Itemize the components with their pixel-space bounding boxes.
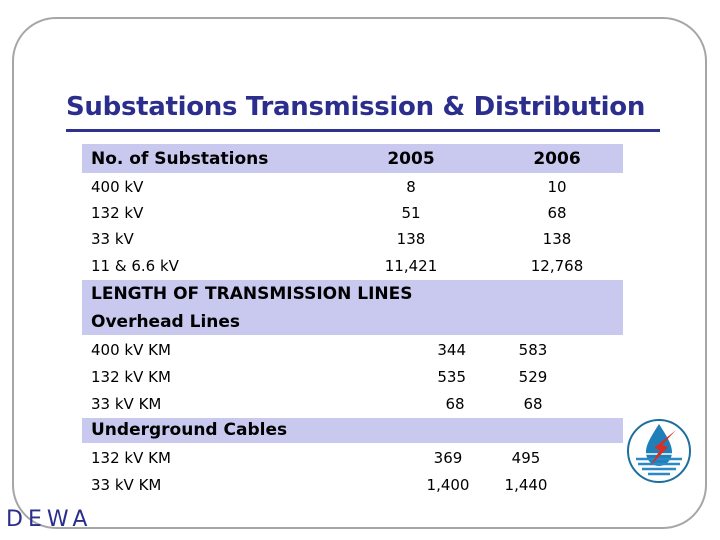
- underground-row-2005: 1,400: [426, 476, 470, 494]
- substation-row-2005: 51: [401, 204, 421, 222]
- overhead-row-2005: 344: [437, 341, 466, 359]
- title-underline: [66, 129, 660, 132]
- overhead-row-label: 400 kV KM: [91, 341, 171, 359]
- substations-header: No. of Substations: [91, 149, 269, 169]
- underground-row-2006: 1,440: [504, 476, 548, 494]
- substation-row-label: 11 & 6.6 kV: [91, 257, 179, 275]
- substation-row-2006: 10: [547, 178, 567, 196]
- year-2006-header: 2006: [533, 149, 581, 169]
- underground-row-2006: 495: [511, 449, 541, 467]
- page-title: Substations Transmission & Distribution: [66, 92, 646, 122]
- substation-row-label: 132 kV: [91, 204, 144, 222]
- underground-row-2005: 369: [433, 449, 463, 467]
- dewa-logo-icon: [626, 418, 692, 488]
- substation-row-2005: 11,421: [384, 257, 438, 275]
- substation-row-2005: 8: [406, 178, 416, 196]
- overhead-header: Overhead Lines: [91, 312, 241, 332]
- overhead-row-label: 33 kV KM: [91, 395, 162, 413]
- overhead-row-2005: 535: [437, 368, 466, 386]
- overhead-row-2006: 529: [518, 368, 548, 386]
- substation-row-label: 33 kV: [91, 230, 134, 248]
- substation-row-2006: 12,768: [530, 257, 584, 275]
- underground-row-label: 33 kV KM: [91, 476, 162, 494]
- brand-wordmark: DEWA: [6, 507, 93, 532]
- underground-header: Underground Cables: [91, 420, 288, 440]
- substation-row-2006: 138: [542, 230, 572, 248]
- substation-row-2006: 68: [547, 204, 567, 222]
- overhead-row-label: 132 kV KM: [91, 368, 171, 386]
- substation-row-label: 400 kV: [91, 178, 144, 196]
- substation-row-2005: 138: [396, 230, 426, 248]
- year-2005-header: 2005: [387, 149, 435, 169]
- overhead-row-2005: 68: [445, 395, 465, 413]
- underground-row-label: 132 kV KM: [91, 449, 171, 467]
- overhead-row-2006: 68: [523, 395, 543, 413]
- transmission-header: LENGTH OF TRANSMISSION LINES: [91, 284, 413, 304]
- overhead-row-2006: 583: [518, 341, 548, 359]
